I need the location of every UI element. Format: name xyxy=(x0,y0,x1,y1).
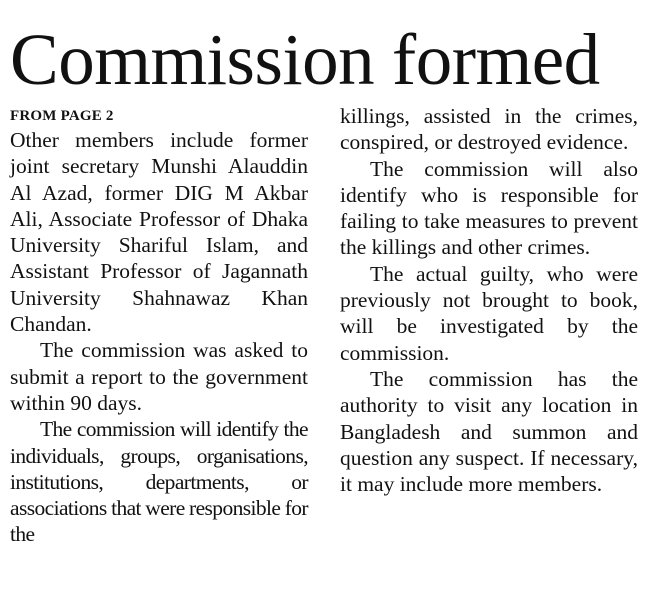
paragraph-authority: The commission has the authority to visit any location in Bangladesh and summon and question any suspect. If necessary, it may include more members. xyxy=(340,366,638,497)
headline: Commission formed xyxy=(10,19,600,100)
paragraph-actual-guilty: The actual guilty, who were previously not brought to book, will be investigated by the commission. xyxy=(340,261,638,365)
article-column-left xyxy=(10,103,308,548)
jump-line: FROM PAGE 2 xyxy=(10,108,114,124)
paragraph-other-members: Other members include former joint secretary Munshi Alauddin Al Azad, former DIG M Akbar Ali, Associate Professor of Dhaka University Shariful Islam, and Assistant Professor of Jagannath University Shahnawaz Khan Chandan. xyxy=(10,128,308,337)
paragraph-report-deadline: The commission was asked to submit a report to the government within 90 days. xyxy=(10,338,308,415)
paragraph-continued-killings: killings, assisted in the crimes, conspired, or destroyed evidence. xyxy=(340,104,638,155)
article-column-right xyxy=(340,103,638,497)
paragraph-failure-responsibility: The commission will also identify who is responsible for failing to take measures to prevent the killings and other crimes. xyxy=(340,156,638,260)
paragraph-identify-responsible: The commission will identify the individuals, groups, organisations, institutions, departments, or associations that were responsible for the xyxy=(10,417,308,547)
